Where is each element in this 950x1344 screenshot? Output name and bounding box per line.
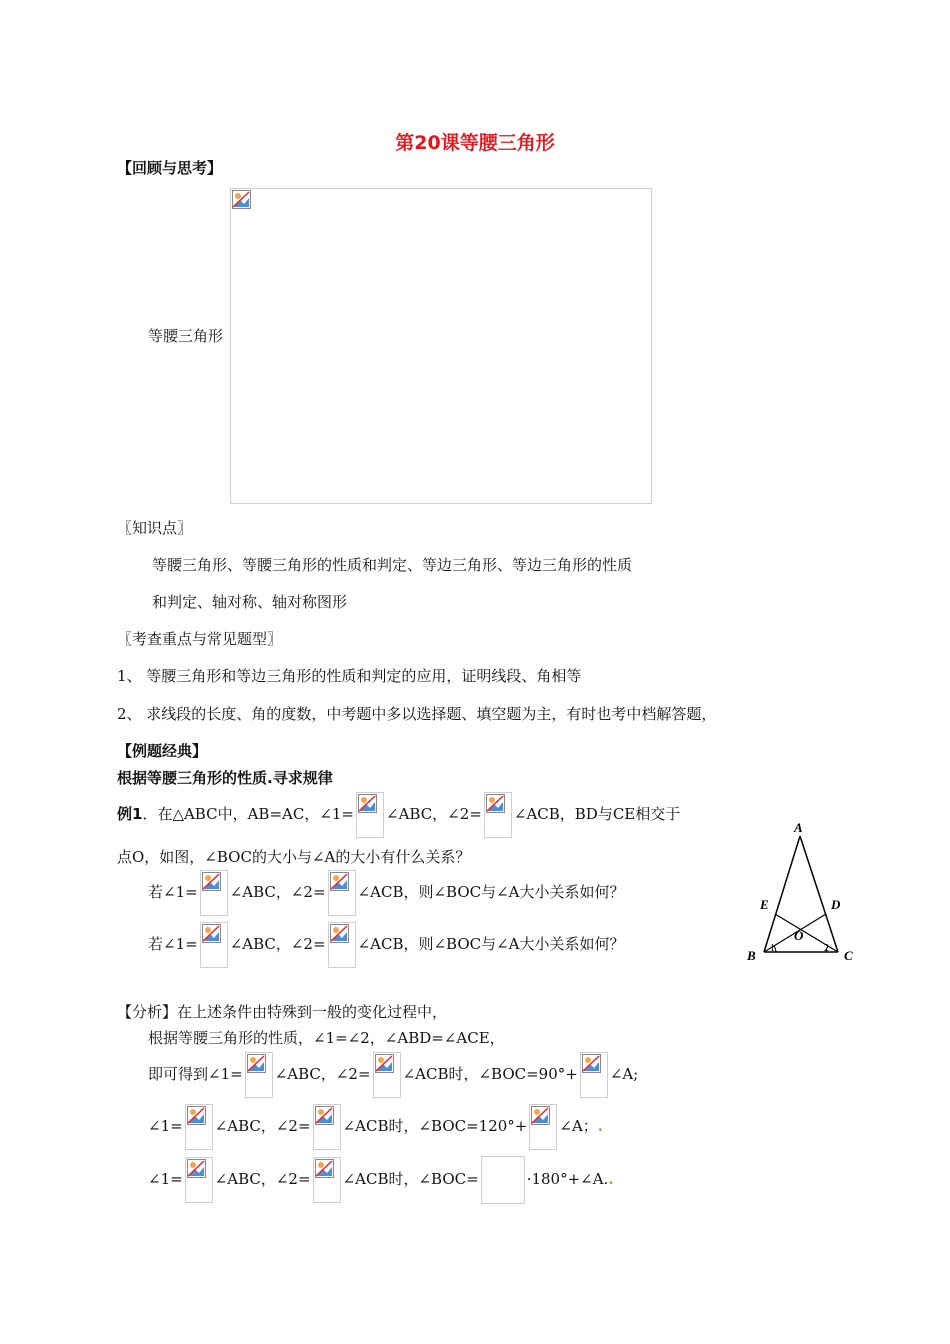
fraction-image	[185, 1157, 213, 1203]
broken-image-icon	[202, 872, 221, 891]
text: ·180°+∠A.	[526, 1170, 609, 1188]
knowledge-heading: 〖知识点〗	[117, 519, 193, 537]
fraction-image	[484, 792, 512, 838]
fraction-image	[313, 1104, 341, 1150]
fraction-image	[245, 1052, 273, 1098]
broken-image-icon	[315, 1159, 334, 1178]
fraction-image	[185, 1104, 213, 1150]
example-label: 例1	[117, 805, 143, 823]
analysis-line-5	[148, 1156, 614, 1204]
side-ac	[800, 836, 838, 952]
text: ．在△ABC中，AB=AC，∠1=	[142, 805, 354, 823]
broken-image-icon	[486, 794, 505, 813]
question-row-2	[148, 922, 625, 968]
triangle-figure	[738, 820, 862, 968]
text: ∠ABC，∠2=	[274, 1065, 371, 1083]
text: ∠ACB时，∠BOC=90°+	[402, 1065, 578, 1083]
broken-image-icon	[247, 1054, 266, 1073]
focus-heading: 〖考查重点与常见题型〗	[117, 630, 283, 648]
analysis-line-4	[148, 1104, 603, 1150]
text: ∠ACB时，∠BOC=	[342, 1170, 479, 1188]
text: ∠ABC，∠2=	[214, 1170, 311, 1188]
label-d: D	[831, 897, 841, 912]
broken-image-icon	[375, 1054, 394, 1073]
text: ∠A；	[559, 1117, 598, 1135]
fraction-image	[328, 922, 356, 968]
broken-image-icon	[582, 1054, 601, 1073]
examples-heading: 【例题经典】	[117, 742, 208, 760]
broken-image-icon	[330, 924, 349, 943]
label-o: O	[794, 928, 804, 943]
label-e: E	[760, 897, 769, 912]
mark: .	[597, 1117, 604, 1135]
fraction-image	[328, 870, 356, 916]
label-c: C	[844, 948, 853, 963]
text: ∠1=	[148, 1170, 183, 1188]
examples-subheading: 根据等腰三角形的性质.寻求规律	[117, 769, 333, 787]
label-b: B	[747, 948, 756, 963]
knowledge-line-2: 和判定、轴对称、轴对称图形	[152, 593, 348, 611]
text: 若∠1=	[148, 935, 198, 953]
broken-image-icon	[232, 190, 251, 209]
text: 即可得到∠1=	[148, 1065, 243, 1083]
fraction-image	[313, 1157, 341, 1203]
broken-image-icon	[187, 1159, 206, 1178]
page-title: 第20课等腰三角形	[395, 132, 555, 154]
text: ∠ACB，则∠BOC与∠A大小关系如何？	[357, 883, 625, 901]
text: ∠ABC，∠2=	[214, 1117, 311, 1135]
review-box-label: 等腰三角形	[148, 327, 224, 345]
text: 若∠1=	[148, 883, 198, 901]
fraction-image	[529, 1104, 557, 1150]
analysis-line-3	[148, 1052, 638, 1098]
text: ∠A;	[609, 1065, 639, 1083]
analysis-line-2: 根据等腰三角形的性质，∠1=∠2，∠ABD=∠ACE，	[148, 1029, 505, 1047]
text: ∠1=	[148, 1117, 183, 1135]
broken-image-icon	[202, 924, 221, 943]
knowledge-line-1: 等腰三角形、等腰三角形的性质和判定、等边三角形、等边三角形的性质	[152, 556, 633, 574]
label-angle-2: 2	[824, 943, 829, 954]
label-a: A	[794, 820, 803, 835]
focus-item-2: 2、 求线段的长度、角的度数，中考题中多以选择题、填空题为主，有时也考中档解答题，	[117, 705, 717, 723]
fraction-image	[356, 792, 384, 838]
example-1-line-2: 点O，如图，∠BOC的大小与∠A的大小有什么关系？	[117, 848, 471, 866]
review-image-frame	[230, 188, 652, 504]
focus-item-1: 1、 等腰三角形和等边三角形的性质和判定的应用，证明线段、角相等	[117, 667, 582, 685]
broken-image-icon	[358, 794, 377, 813]
text: ∠ACB，则∠BOC与∠A大小关系如何？	[357, 935, 625, 953]
analysis-line-1: 【分析】在上述条件由特殊到一般的变化过程中，	[117, 1003, 448, 1021]
broken-image-icon	[187, 1106, 206, 1125]
question-row-1	[148, 870, 625, 916]
mark: .	[608, 1170, 614, 1188]
example-1-line-1	[117, 792, 680, 838]
text: ∠ABC，∠2=	[229, 935, 326, 953]
review-heading: 【回顾与思考】	[117, 159, 223, 177]
fraction-image	[200, 870, 228, 916]
fraction-image	[580, 1052, 608, 1098]
broken-image-icon	[531, 1106, 550, 1125]
broken-image-icon	[330, 872, 349, 891]
broken-image-icon	[315, 1106, 334, 1125]
text: ∠ABC，∠2=	[386, 805, 482, 823]
fraction-image	[481, 1156, 525, 1204]
text: ∠ABC，∠2=	[229, 883, 326, 901]
label-angle-1: 1	[770, 943, 775, 954]
fraction-image	[373, 1052, 401, 1098]
text: ∠ACB，BD与CE相交于	[513, 805, 681, 823]
text: ∠ACB时，∠BOC=120°+	[342, 1117, 528, 1135]
fraction-image	[200, 922, 228, 968]
